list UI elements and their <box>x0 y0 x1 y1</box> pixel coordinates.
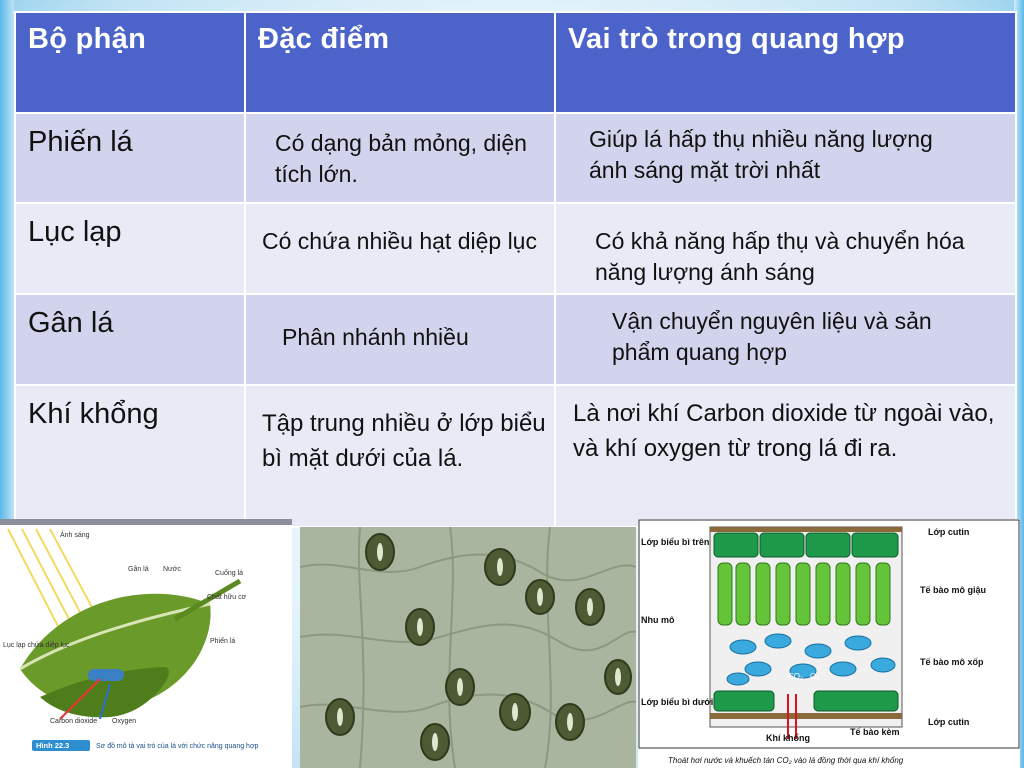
leaf-illustration <box>0 519 292 768</box>
label-spongy: Tế bào mô xốp <box>920 657 984 667</box>
role-text: Là nơi khí Carbon dioxide từ ngoài vào, và khí oxygen từ trong lá đi ra. <box>573 400 995 462</box>
part-name: Lục lạp <box>28 216 122 248</box>
label-vein: Gân lá <box>128 566 149 573</box>
label-petiole: Cuống lá <box>215 570 244 577</box>
cross-section-caption: Thoát hơi nước và khuếch tán CO₂ vào lá đồng thời qua khí khổng <box>668 756 904 765</box>
figure-caption: Sơ đồ mô tả vai trò của lá với chức năng quang hợp <box>96 743 259 750</box>
leaf-parts-table <box>14 11 1017 528</box>
label-co2: Carbon dioxide <box>50 718 98 725</box>
label-co2: CO₂ <box>788 672 804 681</box>
label-organic: Chất hữu cơ <box>207 594 247 601</box>
label-blade: Phiến lá <box>210 638 236 645</box>
part-name: Khí khổng <box>28 398 159 430</box>
label-lower-epidermis: Lớp biểu bì dưới <box>641 697 714 707</box>
label-o2: O₂ <box>810 672 820 681</box>
part-name: Gân lá <box>28 307 114 339</box>
table-row <box>15 385 1016 527</box>
panel-divider <box>0 519 292 525</box>
stomata-micrograph <box>300 527 636 768</box>
role-text: Giúp lá hấp thụ nhiều năng lượng ánh sáng mặt trời nhất <box>589 126 933 183</box>
label-chloroplast: Lục lạp chứa diệp lục <box>3 642 70 649</box>
label-guard-cell: Tế bào kèm <box>850 727 900 737</box>
part-name: Phiến lá <box>28 126 133 158</box>
table-row <box>15 113 1016 203</box>
label-mesophyll: Nhu mô <box>641 615 675 625</box>
table-header-row <box>15 12 1016 113</box>
leaf-photosynthesis-diagram <box>0 519 292 768</box>
label-cuticle-top: Lớp cutin <box>928 527 970 537</box>
label-upper-epidermis <box>641 537 709 547</box>
label-water: Nước <box>163 566 181 573</box>
label-light: Ánh sáng <box>60 532 90 539</box>
role-text: Có khả năng hấp thụ và chuyển hóa năng lượng ánh sáng <box>595 228 965 285</box>
leaf-cross-section-diagram <box>638 519 1020 768</box>
header-role: Vai trò trong quang hợp <box>555 12 1016 113</box>
feature-text: Có chứa nhiều hạt diệp lục <box>262 228 537 254</box>
header-part: Bộ phận <box>15 12 245 113</box>
label-cuticle-bottom: Lớp cutin <box>928 717 970 727</box>
table-row <box>15 203 1016 294</box>
label-stoma: Khí khổng <box>766 733 810 743</box>
micrograph-image <box>300 527 636 768</box>
table-row <box>15 294 1016 385</box>
feature-text: Tập trung nhiều ở lớp biểu bì mặt dưới của lá. <box>262 410 546 472</box>
role-text: Vận chuyển nguyên liệu và sản phẩm quang hợp <box>612 308 932 365</box>
cross-section-illustration <box>638 519 1020 768</box>
figure-number: Hình 22.3 <box>36 741 70 750</box>
label-palisade: Tế bào mô giậu <box>920 585 987 595</box>
header-feature: Đặc điểm <box>245 12 555 113</box>
label-oxygen: Oxygen <box>112 718 137 725</box>
label-upper-epidermis-text: Lớp biểu bì trên <box>641 537 710 547</box>
feature-text: Phân nhánh nhiều <box>282 324 469 350</box>
feature-text: Có dạng bản mỏng, diện tích lớn. <box>275 130 527 187</box>
